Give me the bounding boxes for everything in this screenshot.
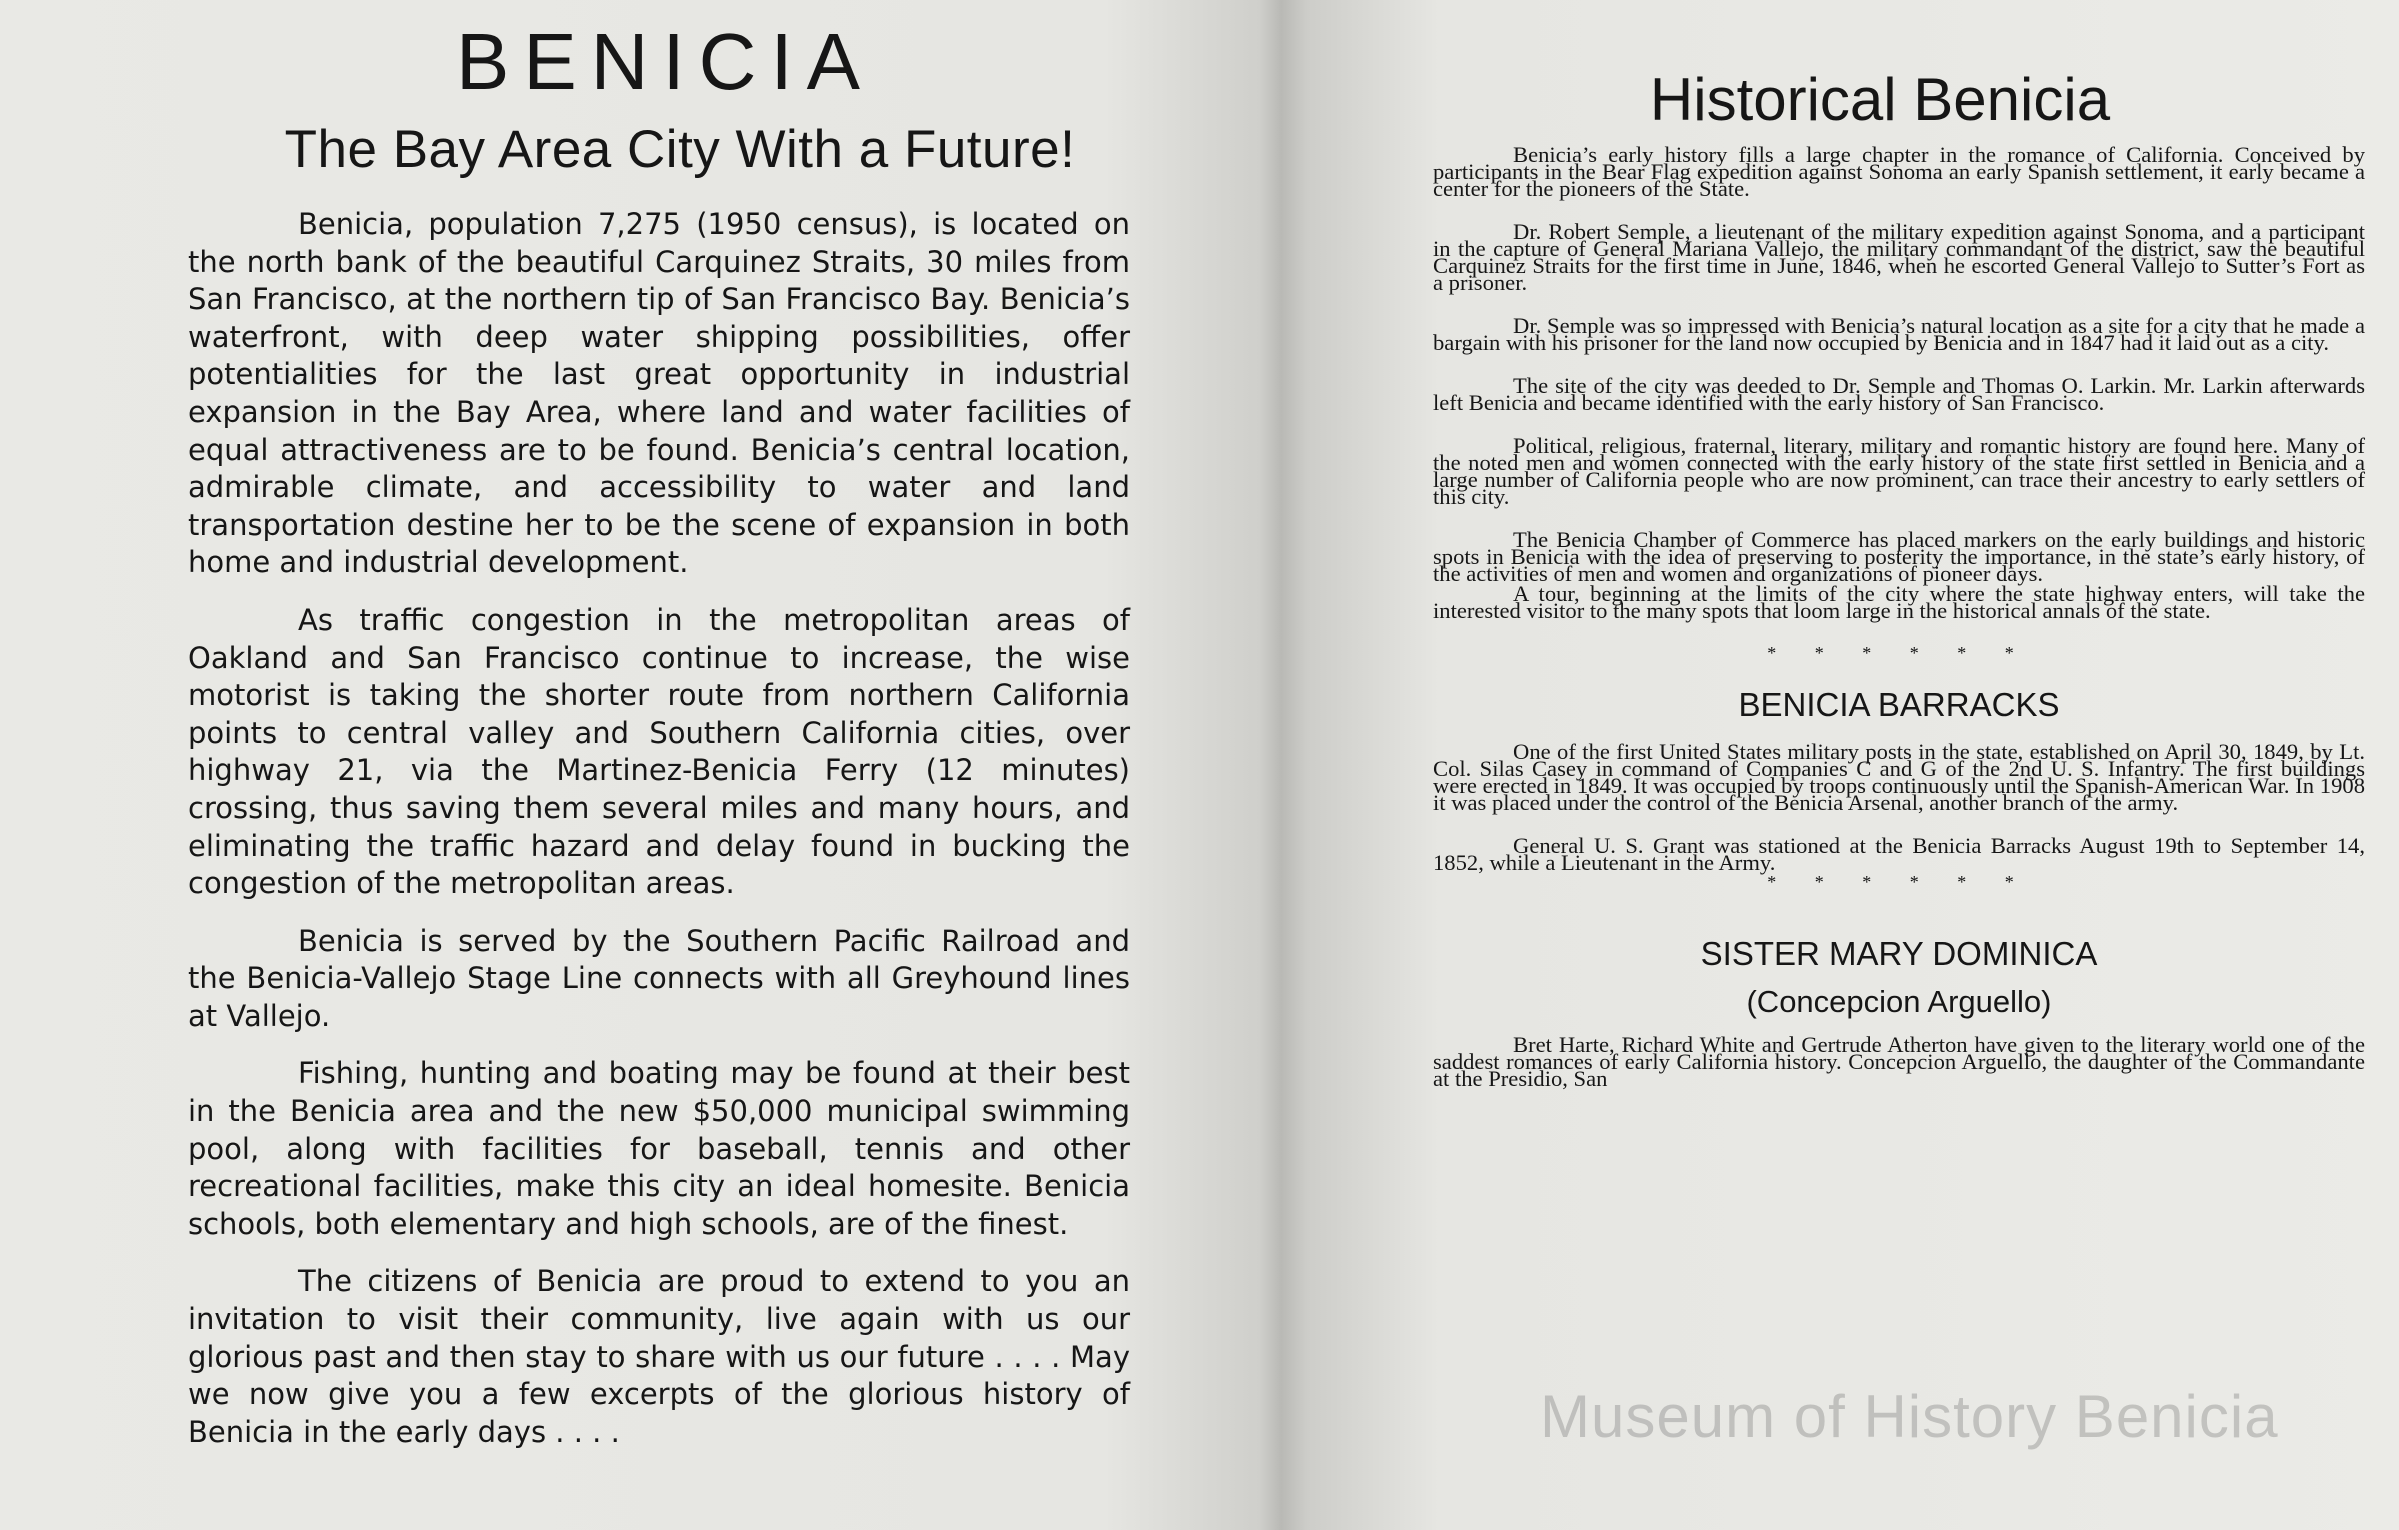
left-paragraph-population: Benicia, population 7,275 (1950 census), is located on the north bank of the beautiful Carquinez Straits, 30 miles from San Francisco, at the northern tip of San Francisco Bay. Benicia’s waterfront, with deep water shipping possibilities, offer potentialities for the last great opportunity in industrial expansion in the Bay Area, where land and water facilities of equal attractiveness are to be found. Benicia’s central location, admirable climate, and accessibility to water and land transportation destine her to be the scene of expansion in both home and industrial development. [188,207,1130,580]
left-page-title: BENICIA [455,17,875,106]
museum-watermark: Museum of History Benicia [1540,1383,2279,1450]
history-paragraph-larkin: The site of the city was deeded to Dr. Semple and Thomas O. Larkin. Mr. Larkin afterwards left Benicia and became identified with the early history of San Francisco. [1433,373,2365,415]
history-paragraph-bargain: Dr. Semple was so impressed with Benicia’s natural location as a site for a city that he made a bargain with his prisoner for the land now occupied by Benicia and in 1847 had it laid out as a city. [1433,313,2365,355]
section-separator-2: * * * * * * [1767,872,2031,892]
left-paragraph-railroad: Benicia is served by the Southern Pacific Railroad and the Benicia-Vallejo Stage Line connects with all Greyhound lines at Vallejo. [188,923,1130,1033]
dominica-heading: SISTER MARY DOMINICA [1700,935,2098,972]
history-paragraph-markers: The Benicia Chamber of Commerce has placed markers on the early buildings and historic spots in Benicia with the idea of preserving to posterity the importance, in the state’s early history, of the activities of men and women and organizations of pioneer days. [1433,527,2365,586]
left-paragraph-recreation: Fishing, hunting and boating may be found at their best in the Benicia area and the new $50,000 municipal swimming pool, along with facilities for baseball, tennis and other recreational facilities, make this city an ideal homesite. Benicia schools, both elementary and high schools, are of the finest. [188,1056,1130,1241]
history-paragraph-political: Political, religious, fraternal, literary, military and romantic history are found here. Many of the noted men and women connected with the early history of the state first settled in Benicia and a large number of California people who are now prominent, can trace their ancestry to early settlers of this city. [1433,433,2365,509]
left-paragraph-invitation: The citizens of Benicia are proud to extend to you an invitation to visit their community, live again with us our glorious past and then stay to share with us our future . . . . May we now give you a few excerpts of the glorious history of Benicia in the early days . . . . [188,1264,1130,1449]
barracks-heading: BENICIA BARRACKS [1738,686,2060,723]
left-page-subtitle: The Bay Area City With a Future! [284,120,1076,179]
history-paragraph-semple: Dr. Robert Semple, a lieutenant of the military expedition against Sonoma, and a participant in the capture of General Mariana Vallejo, the military commandant of the district, saw the beautiful Carquinez Straits for the first time in June, 1846, when he escorted General Vallejo to Sutter’s Fort as a prisoner. [1433,219,2365,295]
right-page-body [1433,142,2365,1113]
dominica-paragraph: Bret Harte, Richard White and Gertrude Atherton have given to the literary world one of the saddest romances of early California history. Concepcion Arguello, the daughter of the Commandante at the Presidio, San [1433,1032,2365,1091]
barracks-paragraph-grant: General U. S. Grant was stationed at the Benicia Barracks August 19th to September 14, 1852, while a Lieutenant in the Army. [1433,833,2365,875]
left-paragraph-traffic: As traffic congestion in the metropolitan areas of Oakland and San Francisco continue to increase, the wise motorist is taking the shorter route from northern California points to central valley and Southern California cities, over highway 21, via the Martinez-Benicia Ferry (12 minutes) crossing, thus saving them several miles and many hours, and eliminating the traffic hazard and delay found in bucking the congestion of the metropolitan areas. [188,602,1130,901]
left-page-body [188,206,1130,1471]
barracks-paragraph-post: One of the first United States military posts in the state, established on April 30, 1849, by Lt. Col. Silas Casey in command of Companies C and G of the 2nd U. S. Infantry. The first buildings were erected in 1849. It was occupied by troops continuously until the Spanish-American War. In 1908 it was placed under the control of the Benicia Arsenal, another branch of the army. [1433,739,2365,815]
right-page-title: Historical Benicia [1649,66,2111,133]
history-paragraph-early: Benicia’s early history fills a large chapter in the romance of California. Conceived by participants in the Bear Flag expedition against Sonoma an early Spanish settlement, it early became a center for the pioneers of the State. [1433,142,2365,201]
section-separator: * * * * * * [1767,643,2031,663]
history-paragraph-tour: A tour, beginning at the limits of the city where the state highway enters, will take the interested visitor to the many spots that loom large in the historical annals of the state. [1433,581,2365,623]
dominica-subheading: (Concepcion Arguello) [1746,984,2052,1019]
